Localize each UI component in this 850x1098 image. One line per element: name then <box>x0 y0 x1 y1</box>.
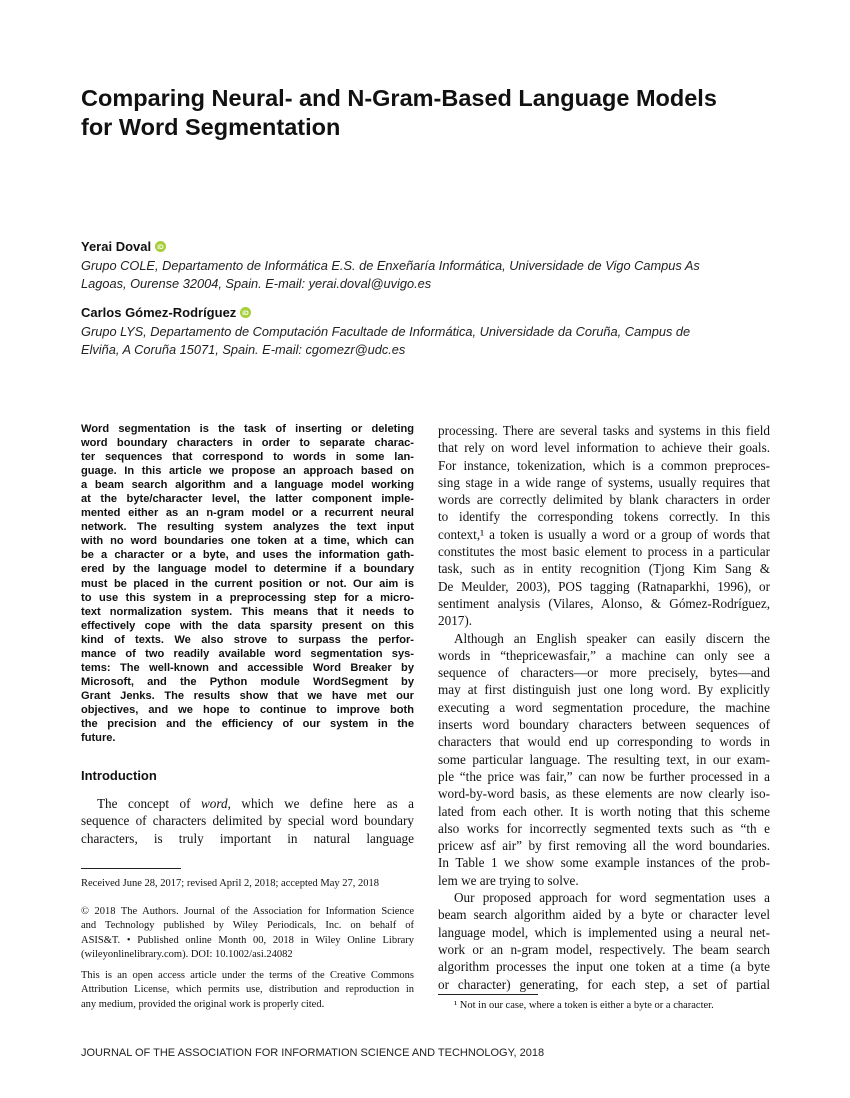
body-line: lem we are trying to solve. <box>438 872 579 888</box>
body-line: sentiment analysis (Vilares, Alonso, & Gómez-Rodríguez, <box>438 595 770 611</box>
abstract-line: network. The resulting system analyzes the text input <box>81 521 414 534</box>
abstract-line: at the byte/character level, the latter component imple- <box>81 493 414 506</box>
body-line: that rely on word level information to achieve their goals. <box>438 440 770 456</box>
abstract-line: kind of texts. We also strove to surpass the perfor- <box>81 633 414 646</box>
author-block <box>81 238 781 293</box>
body-line: some particular language. The resulting text, in our exam- <box>438 751 770 767</box>
abstract-line: ter sequences that correspond to words in some lan- <box>81 451 414 464</box>
journal-footer: JOURNAL OF THE ASSOCIATION FOR INFORMATION SCIENCE AND TECHNOLOGY, 2018 <box>81 1047 545 1059</box>
title-line: Comparing Neural- and N-Gram-Based Language Models <box>81 85 717 111</box>
abstract-line: a beam search algorithm and a language model working <box>81 479 414 492</box>
received-note <box>81 877 414 891</box>
body-line: sing stage in a wide range of systems, usually requires that <box>438 474 770 490</box>
orcid-icon[interactable] <box>155 241 166 252</box>
affiliation-line: Elviña, A Coruña 15071, Spain. E-mail: cgomezr@udc.es <box>81 342 406 357</box>
license-note <box>81 969 414 1012</box>
abstract <box>81 422 414 745</box>
abstract-line: mented either as an n-gram model or a recurrent neural <box>81 507 414 520</box>
abstract-line: objectives, and we hope to continue to improve both <box>81 703 414 716</box>
abstract-line: Grant Jenks. The results show that we have met our <box>81 689 414 702</box>
body-line: sequence of characters delimited by special word boundary <box>81 813 414 829</box>
body-line: 2017). <box>438 613 473 629</box>
affiliation-line: Lagoas, Ourense 32004, Spain. E-mail: yerai.doval@uvigo.es <box>81 276 432 291</box>
note-line: This is an open access article under the terms of the Creative Commons <box>81 970 414 981</box>
affiliation-line: Grupo COLE, Departamento de Informática E.S. de Enxeñaría Informática, Universidade de Vigo Campus As <box>81 258 700 273</box>
author-block <box>81 304 781 359</box>
body-line: algorithm processes the input one token at a time (a byte <box>438 959 770 975</box>
note-line: and Technology published by Wiley Periodicals, Inc. on behalf of <box>81 920 414 932</box>
affiliation-line: Grupo LYS, Departamento de Computación Facultade de Informática, Universidade da Coruña, Campus de <box>81 324 691 339</box>
body-line: sequence of characters—or more precisely, bytes—and <box>438 665 770 681</box>
body-line: characters, is truly important in natural language <box>81 830 414 846</box>
body-line: task, such as in entity recognition (Tjong Kim Sang & <box>438 561 770 577</box>
introduction-paragraph <box>81 795 414 847</box>
body-line: Our proposed approach for word segmentation uses a <box>454 890 770 906</box>
author-affiliation <box>81 257 781 293</box>
body-line: words in “thepricewasfair,” a machine can only see a <box>438 647 770 663</box>
body-line: executing a word segmentation procedure, the machine <box>438 699 770 715</box>
body-line: characters that would end up corresponding to words in <box>438 734 770 750</box>
abstract-line: with no word boundaries one token at a time, which can <box>81 535 414 548</box>
abstract-line: be a character or a byte, and uses the information gath- <box>81 549 414 562</box>
abstract-line: to use this system in a preprocessing step for a micro- <box>81 591 414 604</box>
abstract-line: Microsoft, and the Python module WordSegment by <box>81 675 414 688</box>
body-line: to identify the corresponding tokens correctly. In this <box>438 509 770 525</box>
body-line: work or an n-gram model, respectively. The beam search <box>438 941 770 957</box>
italic-term: word <box>200 796 228 811</box>
abstract-line: word boundary characters in order to separate charac- <box>81 437 414 450</box>
body-line: inserts word boundary characters between sequences of <box>438 717 770 733</box>
body-line: lated from each other. It is worth noting that this scheme <box>438 803 770 819</box>
body-line-with-italic: The concept of word, which we define here as a <box>97 796 414 811</box>
abstract-line: text normalization system. This means that it needs to <box>81 605 414 618</box>
author-name-row <box>81 238 781 255</box>
body-line: For instance, tokenization, which is a common preproces- <box>438 457 770 473</box>
body-line: also works for incorrectly segmented texts such as “th e <box>438 820 770 836</box>
body-line: word-by-word basis, as these elements are now clearly iso- <box>438 786 770 802</box>
orcid-icon[interactable] <box>240 307 251 318</box>
note-line: Received June 28, 2017; revised April 2, 2018; accepted May 27, 2018 <box>81 878 380 889</box>
body-line: In Table 1 we show some example instances of the prob- <box>438 855 770 871</box>
body-line: ple “the price was fair,” can now be further processed in a <box>438 768 770 784</box>
abstract-line: ered by the language model to determine if a boundary <box>81 563 414 576</box>
body-line: De Meulder, 2003), POS tagging (Ratnaparkhi, 1996), or <box>438 578 770 594</box>
footnote-divider <box>438 994 538 995</box>
note-line: Attribution License, which permits use, distribution and reproduction in <box>81 984 414 996</box>
abstract-line: the precision and the efficiency of our system in the <box>81 717 414 730</box>
title-line: for Word Segmentation <box>81 114 341 140</box>
body-line: Although an English speaker can easily discern the <box>454 630 770 646</box>
abstract-line: future. <box>81 732 116 745</box>
author-name-row <box>81 304 781 321</box>
body-line: pricew asf air” by first removing all the word boundaries. <box>438 838 770 854</box>
body-line: constitutes the most basic element to process in a particular <box>438 544 770 560</box>
svg-text:iD: iD <box>157 244 164 251</box>
body-line: or character) generating, for each step, a set of partial <box>438 976 770 992</box>
note-line: ASIS&T. • Published online Month 00, 2018 in Wiley Online Library <box>81 934 414 946</box>
body-line: may at first distinguish just one long word. By explicitly <box>438 682 770 698</box>
copyright-note <box>81 905 414 962</box>
author-name: Yerai Doval <box>81 239 152 254</box>
abstract-line: Word segmentation is the task of inserting or deleting <box>81 423 414 435</box>
right-column-text <box>438 422 770 993</box>
footnote-text: ¹ Not in our case, where a token is either a byte or a character. <box>454 1000 714 1011</box>
abstract-line: guage. In this article we propose an approach based on <box>81 465 414 478</box>
body-line: processing. There are several tasks and systems in this field <box>438 423 770 438</box>
body-line: beam search algorithm aided by a byte or character level <box>438 907 770 923</box>
note-line: © 2018 The Authors. Journal of the Association for Information Science <box>81 906 414 917</box>
body-line: context,¹ a token is usually a word or a group of words that <box>438 526 770 542</box>
footnote <box>454 999 774 1013</box>
author-affiliation <box>81 323 781 359</box>
abstract-line: must be placed in the current position or not. Our aim is <box>81 577 414 590</box>
abstract-line: tems: The well-known and accessible Word Breaker by <box>81 661 414 674</box>
abstract-line: effectively cope with the data sparsity present on this <box>81 619 414 632</box>
note-line: (wileyonlinelibrary.com). DOI: 10.1002/asi.24082 <box>81 948 293 960</box>
section-heading-introduction: Introduction <box>81 768 157 783</box>
note-line: any medium, provided the original work is properly cited. <box>81 998 325 1010</box>
author-name: Carlos Gómez-Rodríguez <box>81 305 237 320</box>
body-line: words are correctly delimited by blank characters in order <box>438 492 770 508</box>
svg-text:iD: iD <box>242 310 250 317</box>
notes-divider <box>81 868 181 869</box>
abstract-line: mance of two readily available word segmentation sys- <box>81 647 414 660</box>
article-title <box>81 84 781 142</box>
body-line: language model, which is implemented using a neural net- <box>438 924 770 940</box>
